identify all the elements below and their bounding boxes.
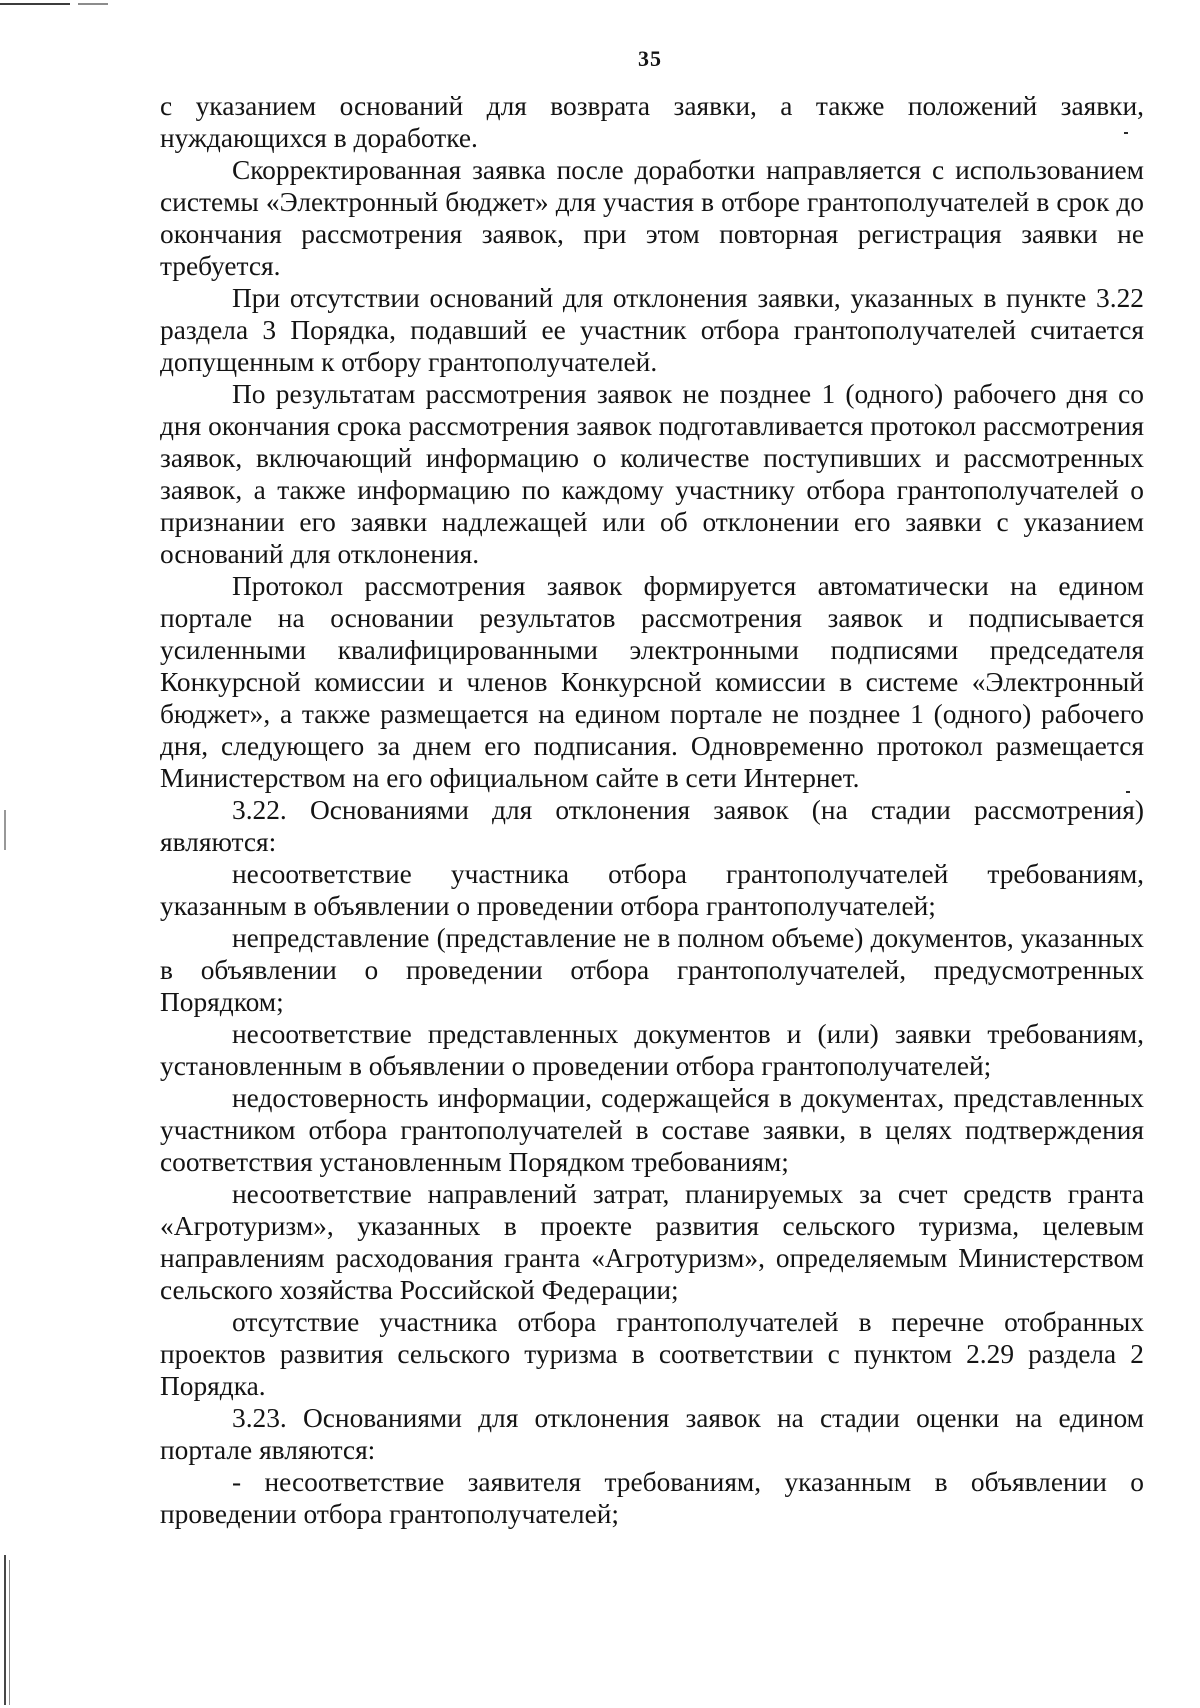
- scan-edge-mark: [9, 1560, 10, 1705]
- list-item: несоответствие представленных документов и (или) заявки требованиям, установленным в объявлении о проведении отбора грантополучателей;: [160, 1019, 1144, 1081]
- scan-edge-mark: [4, 1555, 6, 1705]
- list-item: непредставление (представление не в полном объеме) документов, указанных в объявлении о проведении отбора грантополучателей, предусмотренных Порядком;: [160, 923, 1144, 1017]
- list-item: несоответствие участника отбора грантополучателей требованиям, указанным в объявлении о проведении отбора грантополучателей;: [160, 859, 1144, 921]
- paragraph: с указанием оснований для возврата заявки, а также положений заявки, нуждающихся в доработке.: [160, 91, 1144, 153]
- body-text: [160, 90, 1144, 1530]
- page-number: 35: [638, 46, 662, 71]
- scan-edge-mark: [78, 3, 108, 5]
- scan-edge-mark: [0, 3, 70, 5]
- paragraph: Скорректированная заявка после доработки направляется с использованием системы «Электронный бюджет» для участия в отборе грантополучателей в срок до окончания рассмотрения заявок, при этом повторная регистрация заявки не требуется.: [160, 155, 1144, 281]
- clause-3-22: 3.22. Основаниями для отклонения заявок (на стадии рассмотрения) являются:: [160, 795, 1144, 857]
- paragraph: По результатам рассмотрения заявок не позднее 1 (одного) рабочего дня со дня окончания срока рассмотрения заявок подготавливается протокол рассмотрения заявок, включающий информацию о количестве поступивших и рассмотренных заявок, а также информацию по каждому участнику отбора грантополучателей о признании его заявки надлежащей или об отклонении его заявки с указанием оснований для отклонения.: [160, 379, 1144, 569]
- list-item: - несоответствие заявителя требованиям, указанным в объявлении о проведении отбора грантополучателей;: [160, 1467, 1144, 1529]
- scan-edge-mark: [4, 810, 6, 850]
- paragraph: Протокол рассмотрения заявок формируется автоматически на едином портале на основании результатов рассмотрения заявок и подписывается усиленными квалифицированными электронными подписями председателя Конкурсной комиссии и членов Конкурсной комиссии в системе «Электронный бюджет», а также размещается на едином портале не позднее 1 (одного) рабочего дня, следующего за днем его подписания. Одновременно протокол размещается Министерством на его официальном сайте в сети Интернет.: [160, 571, 1144, 793]
- paragraph: При отсутствии оснований для отклонения заявки, указанных в пункте 3.22 раздела 3 Порядка, подавший ее участник отбора грантополучателей считается допущенным к отбору грантополучателей.: [160, 283, 1144, 377]
- clause-3-23: 3.23. Основаниями для отклонения заявок на стадии оценки на едином портале являются:: [160, 1403, 1144, 1465]
- list-item: отсутствие участника отбора грантополучателей в перечне отобранных проектов развития сельского туризма в соответствии с пунктом 2.29 раздела 2 Порядка.: [160, 1307, 1144, 1401]
- list-item: недостоверность информации, содержащейся в документах, представленных участником отбора грантополучателей в составе заявки, в целях подтверждения соответствия установленным Порядком требованиям;: [160, 1083, 1144, 1177]
- list-item: несоответствие направлений затрат, планируемых за счет средств гранта «Агротуризм», указанных в проекте развития сельского туризма, целевым направлениям расходования гранта «Агротуризм», определяемым Министерством сельского хозяйства Российской Федерации;: [160, 1179, 1144, 1305]
